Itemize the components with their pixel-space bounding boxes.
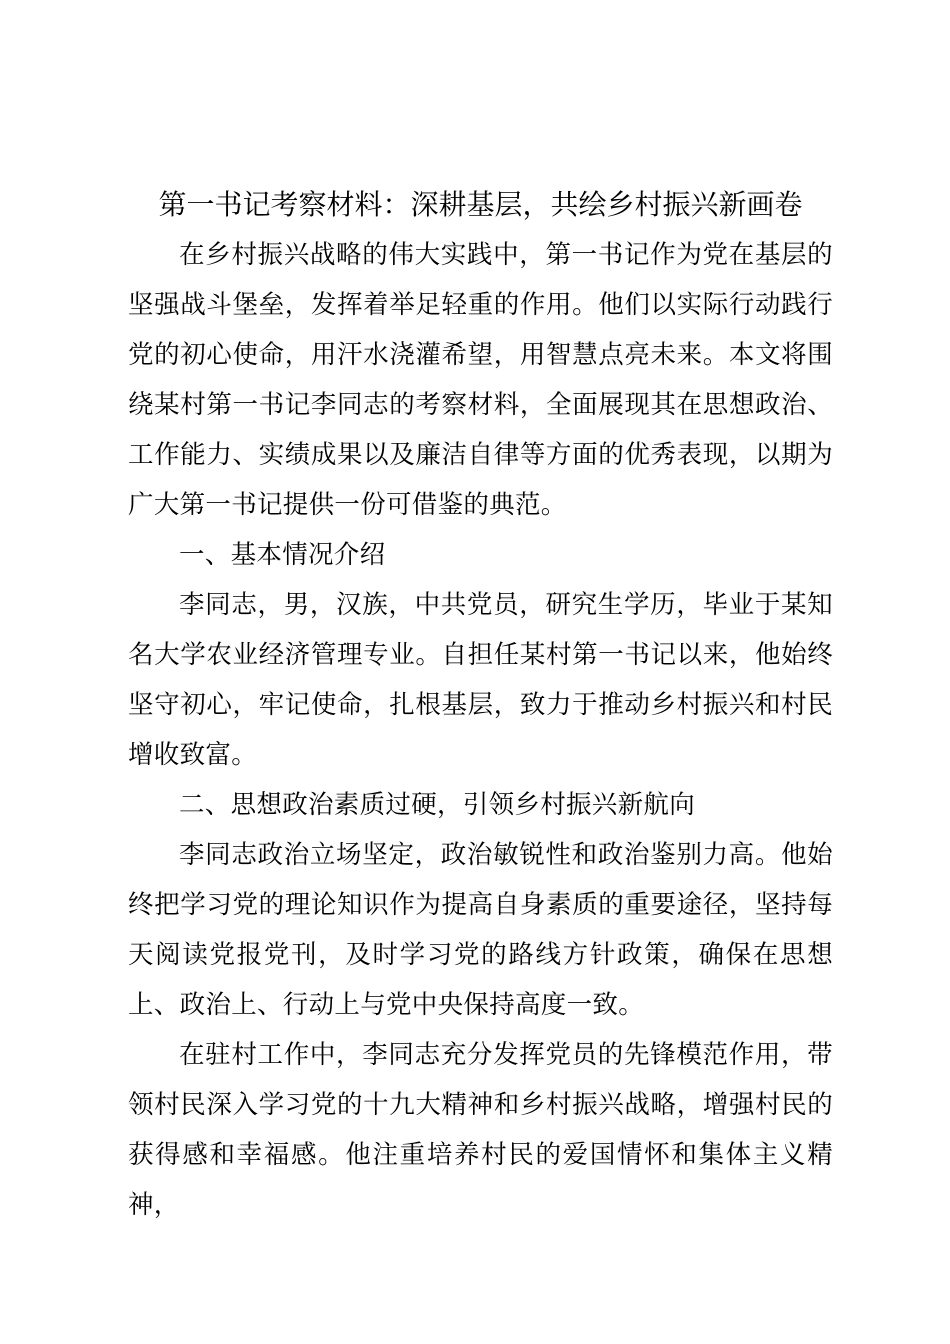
intro-paragraph: 在乡村振兴战略的伟大实践中，第一书记作为党在基层的坚强战斗堡垒，发挥着举足轻重的作用。他们以实际行动践行党的初心使命，用汗水浇灌希望，用智慧点亮未来。本文将围绕某村第一书记李同志的考察材料，全面展现其在思想政治、工作能力、实绩成果以及廉洁自律等方面的优秀表现，以期为广大第一书记提供一份可借鉴的典范。: [128, 240, 833, 520]
section-2-paragraph-2: 在驻村工作中，李同志充分发挥党员的先锋模范作用，带领村民深入学习党的十九大精神和乡村振兴战略，增强村民的获得感和幸福感。他注重培养村民的爱国情怀和集体主义精神，: [128, 1040, 833, 1220]
section-2-paragraph-1: 李同志政治立场坚定，政治敏锐性和政治鉴别力高。他始终把学习党的理论知识作为提高自身素质的重要途径，坚持每天阅读党报党刊，及时学习党的路线方针政策，确保在思想上、政治上、行动上与党中央保持高度一致。: [128, 840, 833, 1020]
document-body: [128, 180, 833, 1230]
section-1-paragraph: 李同志，男，汉族，中共党员，研究生学历，毕业于某知名大学农业经济管理专业。自担任某村第一书记以来，他始终坚守初心，牢记使命，扎根基层，致力于推动乡村振兴和村民增收致富。: [128, 590, 833, 770]
section-2-heading: 二、思想政治素质过硬，引领乡村振兴新航向: [179, 790, 696, 820]
document-title: 第一书记考察材料：深耕基层，共绘乡村振兴新画卷: [158, 188, 803, 221]
section-1-heading: 一、基本情况介绍: [179, 540, 386, 570]
